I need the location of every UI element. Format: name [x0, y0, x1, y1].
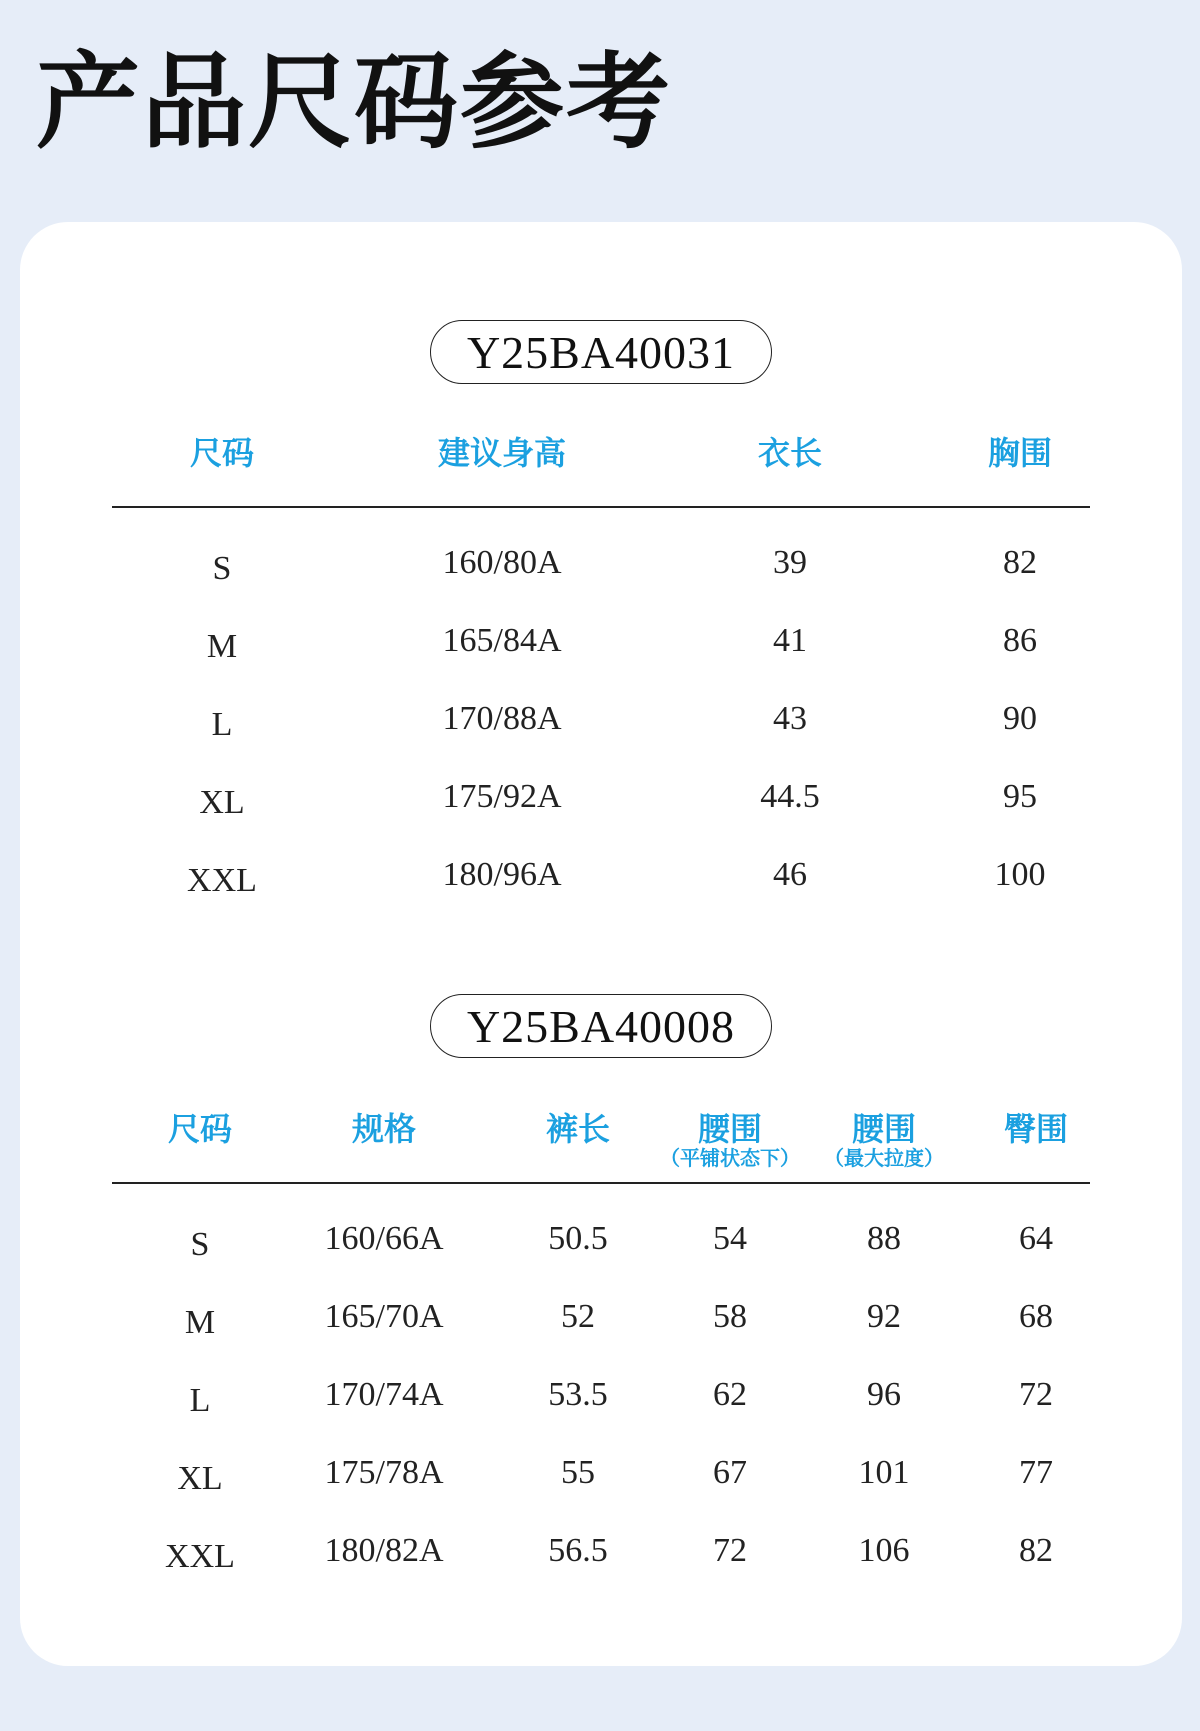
- size-chart-card: [20, 222, 1182, 1666]
- column-header: [824, 1110, 944, 1170]
- column-header-label: 尺码: [167, 1110, 233, 1148]
- product-code-badge: Y25BA40031: [430, 320, 772, 384]
- table-cell: 82: [1003, 544, 1037, 581]
- table-row: [112, 678, 1090, 756]
- size-cell: S: [212, 550, 232, 587]
- column-header-note: （最大拉度）: [824, 1146, 944, 1171]
- table-cell: 43: [773, 700, 807, 737]
- table-cell: 54: [713, 1220, 747, 1257]
- table-row: [112, 600, 1090, 678]
- table-cell: 56.5: [548, 1532, 608, 1569]
- size-cell: XL: [177, 1460, 223, 1497]
- column-header-label: 裤长: [545, 1110, 611, 1148]
- table-cell: 67: [713, 1454, 747, 1491]
- table-cell: 95: [1003, 778, 1037, 815]
- size-cell: M: [184, 1304, 216, 1341]
- page-title: 产品尺码参考: [36, 40, 673, 163]
- table-cell: 72: [713, 1532, 747, 1569]
- table-row: [112, 756, 1090, 834]
- column-header: [660, 1110, 800, 1170]
- table-row: [112, 1354, 1090, 1432]
- table-cell: 64: [1019, 1220, 1053, 1257]
- column-header-label: 胸围: [987, 434, 1053, 472]
- table-cell: 46: [773, 856, 807, 893]
- table-cell: 39: [773, 544, 807, 581]
- table-row: [112, 1276, 1090, 1354]
- table-body: [112, 1184, 1090, 1588]
- table-body: [112, 508, 1090, 912]
- table-cell: 160/66A: [324, 1220, 444, 1257]
- table-cell: 44.5: [760, 778, 820, 815]
- size-cell: M: [206, 628, 238, 665]
- column-header-note: （平铺状态下）: [660, 1146, 800, 1171]
- table-cell: 175/92A: [442, 778, 562, 815]
- table-cell: 88: [867, 1220, 901, 1257]
- table-cell: 165/84A: [442, 622, 562, 659]
- table-cell: 50.5: [548, 1220, 608, 1257]
- column-header-label: 腰围: [697, 1110, 762, 1148]
- size-table-tops: [112, 426, 1090, 912]
- size-cell: L: [211, 706, 233, 743]
- table-cell: 55: [561, 1454, 595, 1491]
- table-cell: 100: [994, 856, 1046, 893]
- table-header: [112, 1102, 1090, 1184]
- table-cell: 170/88A: [442, 700, 562, 737]
- table-cell: 86: [1003, 622, 1037, 659]
- column-header: [168, 1110, 232, 1148]
- product-code-badge: Y25BA40008: [430, 994, 772, 1058]
- table-row: [112, 522, 1090, 600]
- column-header-label: 建议身高: [437, 434, 567, 472]
- column-header: [352, 1110, 416, 1148]
- size-table-pants: [112, 1102, 1090, 1588]
- table-cell: 62: [713, 1376, 747, 1413]
- table-cell: 101: [858, 1454, 910, 1491]
- column-header-label: 尺码: [189, 434, 255, 472]
- table-cell: 58: [713, 1298, 747, 1335]
- size-cell: L: [189, 1382, 211, 1419]
- table-cell: 52: [561, 1298, 595, 1335]
- size-cell: XXL: [165, 1538, 235, 1575]
- table-cell: 92: [867, 1298, 901, 1335]
- column-header: [988, 434, 1052, 472]
- table-cell: 53.5: [548, 1376, 608, 1413]
- column-header-label: 规格: [351, 1110, 417, 1148]
- column-header: [1004, 1110, 1068, 1148]
- size-cell: XL: [199, 784, 245, 821]
- table-cell: 160/80A: [442, 544, 562, 581]
- column-header: [190, 434, 254, 472]
- column-header: [438, 434, 566, 472]
- table-cell: 90: [1003, 700, 1037, 737]
- table-cell: 106: [858, 1532, 910, 1569]
- table-cell: 77: [1019, 1454, 1053, 1491]
- column-header-label: 臀围: [1003, 1110, 1069, 1148]
- table-cell: 180/82A: [324, 1532, 444, 1569]
- column-header-label: 腰围: [851, 1110, 916, 1148]
- column-header-label: 衣长: [757, 434, 823, 472]
- table-cell: 170/74A: [324, 1376, 444, 1413]
- table-cell: 175/78A: [324, 1454, 444, 1491]
- table-row: [112, 834, 1090, 912]
- table-cell: 82: [1019, 1532, 1053, 1569]
- column-header: [546, 1110, 610, 1148]
- table-header: [112, 426, 1090, 508]
- size-cell: XXL: [187, 862, 257, 899]
- table-cell: 41: [773, 622, 807, 659]
- table-row: [112, 1198, 1090, 1276]
- table-cell: 68: [1019, 1298, 1053, 1335]
- table-cell: 72: [1019, 1376, 1053, 1413]
- column-header: [758, 434, 822, 472]
- table-row: [112, 1432, 1090, 1510]
- table-row: [112, 1510, 1090, 1588]
- table-cell: 96: [867, 1376, 901, 1413]
- table-cell: 180/96A: [442, 856, 562, 893]
- table-cell: 165/70A: [324, 1298, 444, 1335]
- size-cell: S: [190, 1226, 210, 1263]
